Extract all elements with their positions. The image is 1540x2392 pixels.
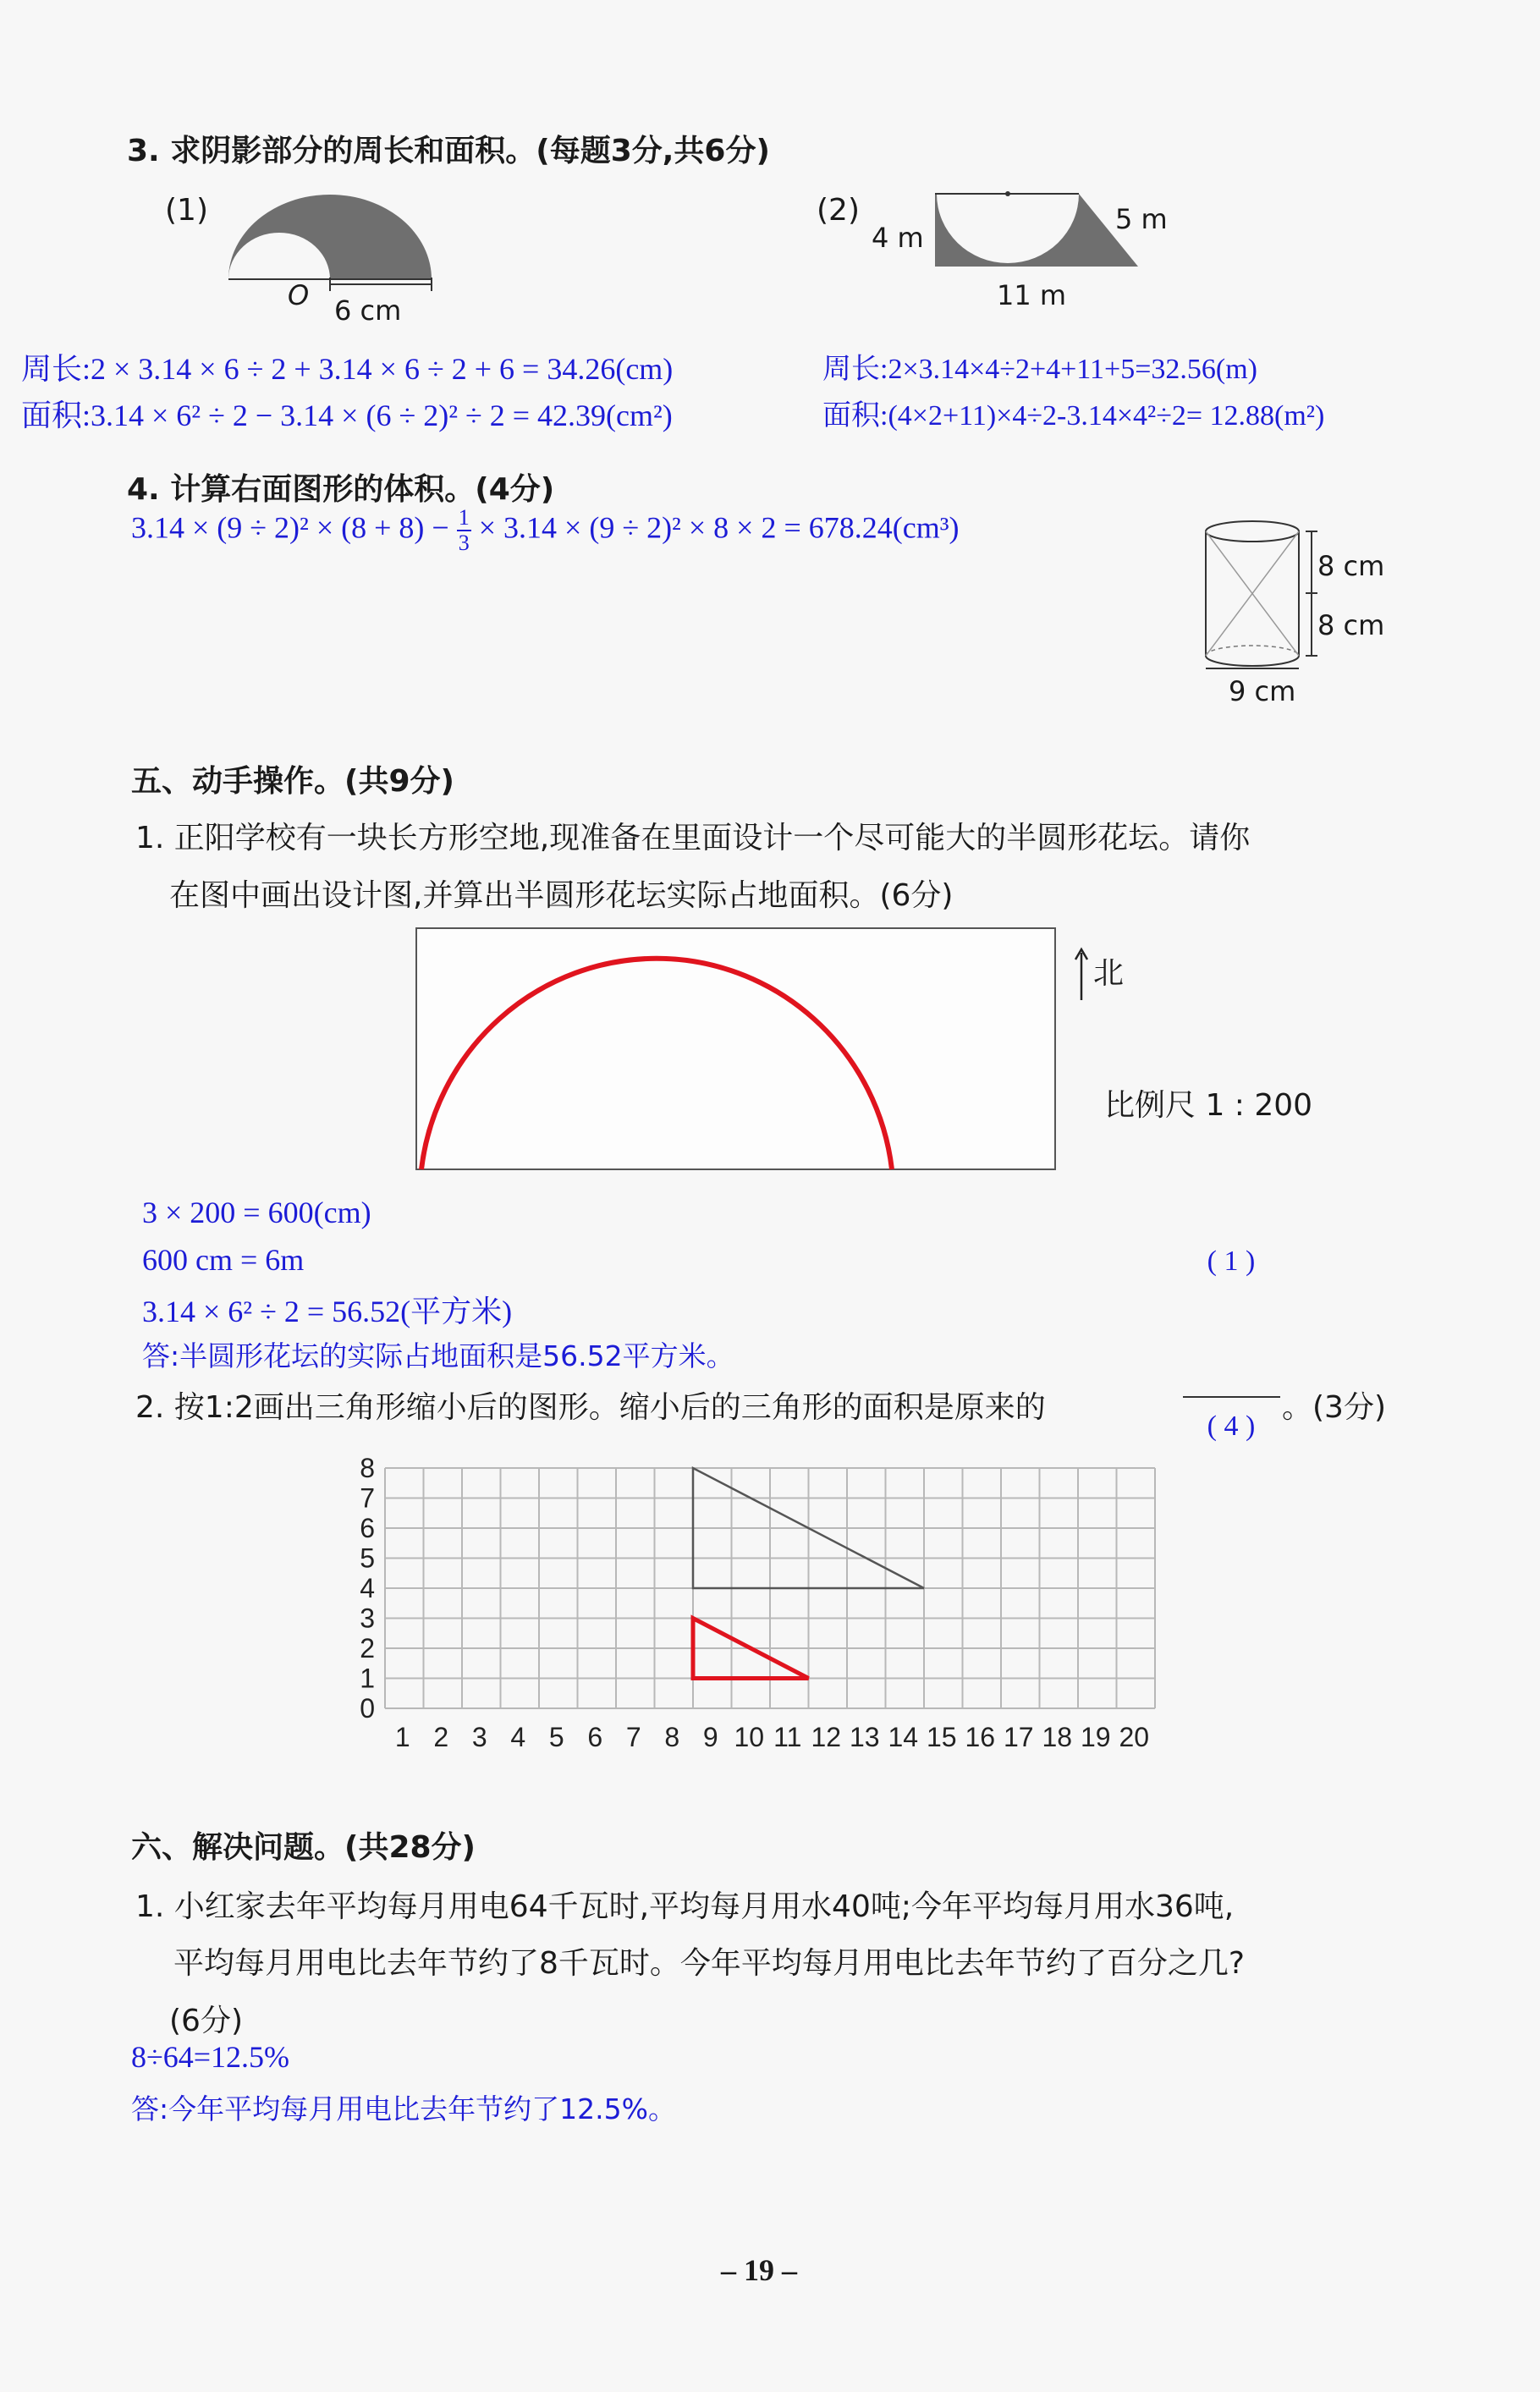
grid-y-label: 3 bbox=[360, 1603, 375, 1634]
q4-answer-fraction bbox=[457, 506, 471, 555]
ans-area-1: 面积:3.14 × 6² ÷ 2 − 3.14 × (6 ÷ 2)² ÷ 2 = 42.39(cm²) bbox=[21, 399, 673, 432]
grid-x-label: 8 bbox=[664, 1722, 680, 1752]
grid-x-label: 13 bbox=[849, 1722, 880, 1752]
grid-x-label: 14 bbox=[888, 1722, 919, 1752]
field-rectangle bbox=[416, 928, 1055, 1169]
q4-answer-part1: 3.14 × (9 ÷ 2)² × (8 + 8) − bbox=[131, 510, 449, 545]
grid-y-label: 0 bbox=[360, 1693, 375, 1724]
s5-q2-suffix: 。(3分) bbox=[1282, 1390, 1386, 1425]
q4-answer bbox=[131, 506, 960, 555]
grid-x-label: 15 bbox=[926, 1722, 957, 1752]
grid-x-label: 11 bbox=[773, 1722, 802, 1752]
fig2-right-label: 5 m bbox=[1115, 203, 1168, 235]
grid-x-label: 12 bbox=[811, 1722, 842, 1752]
q3-title: 3. 求阴影部分的周长和面积。(每题3分,共6分) bbox=[127, 134, 770, 168]
ans-area-2: 面积:(4×2+11)×4÷2-3.14×4²÷2= 12.88(m²) bbox=[822, 400, 1325, 432]
grid-y-label: 5 bbox=[360, 1542, 375, 1574]
s6-q1-line1: 1. 小红家去年平均每月用电64千瓦时,平均每月用水40吨;今年平均每月用水36吨, bbox=[135, 1889, 1235, 1924]
frac-den-bracket: ( 4 ) bbox=[1207, 1410, 1256, 1442]
grid-x-label: 2 bbox=[433, 1722, 449, 1752]
frac-num: 1 bbox=[1224, 1245, 1239, 1277]
s5-ans4: 答:半圆形花坛的实际占地面积是56.52平方米。 bbox=[142, 1339, 734, 1372]
frac-num-bracket: ( 1 ) bbox=[1207, 1245, 1256, 1277]
ans-perimeter-2: 周长:2×3.14×4÷2+4+11+5=32.56(m) bbox=[822, 354, 1257, 385]
grid-x-label: 4 bbox=[510, 1722, 526, 1752]
s5-ans1: 3 × 200 = 600(cm) bbox=[142, 1196, 371, 1229]
grid-x-label: 19 bbox=[1080, 1722, 1111, 1752]
grid-x-label: 3 bbox=[471, 1722, 487, 1752]
north-label: 北 bbox=[1093, 956, 1125, 991]
fig1-dim-label: 6 cm bbox=[334, 294, 402, 327]
q4-title: 4. 计算右面图形的体积。(4分) bbox=[127, 472, 555, 507]
grid-y-label: 4 bbox=[360, 1573, 375, 1603]
s6-q1-line2: 平均每月用电比去年节约了8千瓦时。今年平均每月用电比去年节约了百分之几? bbox=[173, 1946, 1246, 1981]
grid-x-label: 20 bbox=[1119, 1722, 1150, 1752]
frac-den: 4 bbox=[1224, 1410, 1239, 1442]
grid-y-label: 7 bbox=[360, 1482, 375, 1514]
grid-x-label: 9 bbox=[702, 1722, 718, 1752]
grid-x-label: 1 bbox=[394, 1722, 410, 1752]
scale-label: 比例尺 1 : 200 bbox=[1104, 1088, 1313, 1123]
section6-title: 六、解决问题。(共28分) bbox=[131, 1830, 476, 1865]
grid-x-label: 7 bbox=[625, 1722, 641, 1752]
page-number: – 19 – bbox=[721, 2253, 797, 2287]
grid-x-label: 10 bbox=[734, 1722, 765, 1752]
s5-q1-line2: 在图中画出设计图,并算出半圆形花坛实际占地面积。(6分) bbox=[169, 878, 954, 913]
fig2-label: (2) bbox=[817, 193, 860, 228]
grid-y-label: 1 bbox=[360, 1663, 375, 1694]
cyl-dim-bottom: 9 cm bbox=[1229, 675, 1296, 707]
fig1-o-label: O bbox=[288, 279, 310, 311]
q4-frac-num: 1 bbox=[458, 505, 470, 530]
cylinder-figure bbox=[1202, 516, 1337, 677]
q4-frac-den: 3 bbox=[458, 531, 470, 555]
fig1-label: (1) bbox=[165, 193, 208, 228]
ans-perimeter-1: 周长:2 × 3.14 × 6 ÷ 2 + 3.14 × 6 ÷ 2 + 6 = 34.26(cm) bbox=[21, 352, 674, 386]
s5-ans3: 3.14 × 6² ÷ 2 = 56.52(平方米) bbox=[142, 1295, 513, 1328]
fig1-figure bbox=[220, 186, 474, 296]
cyl-dim-top: 8 cm bbox=[1317, 550, 1385, 582]
fig2-bottom-label: 11 m bbox=[997, 279, 1067, 311]
coordinate-grid bbox=[338, 1453, 1202, 1777]
grid-y-label: 6 bbox=[360, 1513, 375, 1543]
field-diagram bbox=[415, 927, 1058, 1176]
grid-x-label: 5 bbox=[548, 1722, 564, 1752]
q4-answer-part2: × 3.14 × (9 ÷ 2)² × 8 × 2 = 678.24(cm³) bbox=[478, 510, 960, 545]
frac-bar bbox=[1183, 1396, 1280, 1398]
s5-q2-text: 2. 按1:2画出三角形缩小后的图形。缩小后的三角形的面积是原来的 bbox=[135, 1390, 1046, 1425]
grid-x-label: 18 bbox=[1042, 1722, 1073, 1752]
s6-q1-line3: (6分) bbox=[169, 2004, 243, 2038]
north-arrow-icon bbox=[1073, 948, 1090, 1003]
grid-x-label: 16 bbox=[965, 1722, 996, 1752]
grid-x-label: 17 bbox=[1003, 1722, 1034, 1752]
s5-q2-fraction bbox=[1176, 1245, 1286, 1449]
grid-y-label: 2 bbox=[360, 1633, 375, 1663]
fig2-left-label: 4 m bbox=[872, 222, 924, 254]
cyl-dim-mid: 8 cm bbox=[1317, 609, 1385, 641]
section5-title: 五、动手操作。(共9分) bbox=[131, 764, 454, 799]
s6-ans1: 8÷64=12.5% bbox=[131, 2040, 290, 2074]
s6-ans2: 答:今年平均每月用电比去年节约了12.5%。 bbox=[131, 2092, 676, 2125]
grid-x-label: 6 bbox=[587, 1722, 603, 1752]
s5-ans2: 600 cm = 6m bbox=[142, 1243, 305, 1277]
s5-q1-line1: 1. 正阳学校有一块长方形空地,现准备在里面设计一个尽可能大的半圆形花坛。请你 bbox=[135, 821, 1251, 855]
grid-y-label: 8 bbox=[360, 1453, 375, 1483]
